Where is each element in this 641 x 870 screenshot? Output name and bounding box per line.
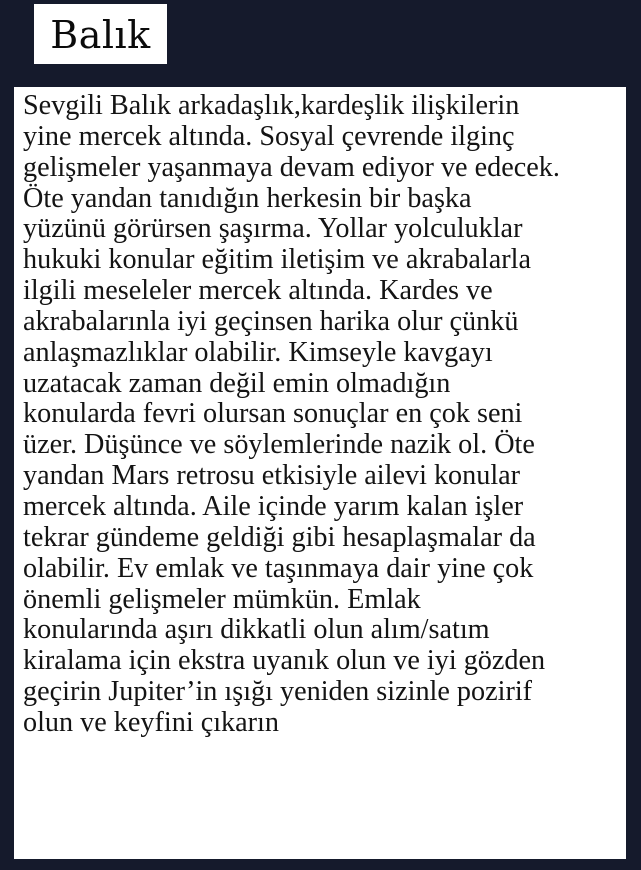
text-line: olabilir. Ev emlak ve taşınmaya dair yine çok bbox=[23, 552, 534, 584]
horoscope-text-panel bbox=[14, 87, 626, 859]
text-line: yüzünü görürsen şaşırma. Yollar yolculuklar bbox=[23, 213, 523, 245]
text-line: üzer. Düşünce ve söylemlerinde nazik ol. Öte bbox=[23, 429, 535, 461]
text-line: Sevgili Balık arkadaşlık,kardeşlik ilişkilerin bbox=[23, 90, 520, 121]
text-line: mercek altında. Aile içinde yarım kalan işler bbox=[23, 490, 524, 522]
title-label bbox=[34, 4, 167, 64]
text-line: kiralama için ekstra uyanık olun ve iyi gözden bbox=[23, 645, 546, 677]
text-line: hukuki konular eğitim iletişim ve akrabalarla bbox=[23, 244, 532, 276]
text-line: tekrar gündeme geldiği gibi hesaplaşmalar da bbox=[23, 521, 536, 553]
text-line: geçirin Jupiter’in ışığı yeniden sizinle pozirif bbox=[23, 676, 533, 708]
text-line: önemli gelişmeler mümkün. Emlak bbox=[23, 583, 421, 615]
text-line: akrabalarınla iyi geçinsen harika olur çünkü bbox=[23, 305, 519, 337]
text-line: uzatacak zaman değil emin olmadığın bbox=[23, 367, 451, 399]
text-line: anlaşmazlıklar olabilir. Kimseyle kavgayı bbox=[23, 336, 493, 368]
text-line: Öte yandan tanıdığın herkesin bir başka bbox=[23, 182, 472, 214]
text-line: yandan Mars retrosu etkisiyle ailevi konular bbox=[23, 460, 521, 492]
page-title: Balık bbox=[50, 13, 151, 57]
text-line: ilgili meseleler mercek altında. Kardes ve bbox=[23, 275, 493, 307]
text-line: gelişmeler yaşanmaya devam ediyor ve edecek. bbox=[23, 151, 560, 183]
text-line: olun ve keyfini çıkarın bbox=[23, 706, 279, 738]
text-line: yine mercek altında. Sosyal çevrende ilginç bbox=[23, 120, 515, 152]
text-line: konularda fevri olursan sonuçlar en çok seni bbox=[23, 398, 523, 430]
text-line: konularında aşırı dikkatli olun alım/satım bbox=[23, 614, 490, 646]
